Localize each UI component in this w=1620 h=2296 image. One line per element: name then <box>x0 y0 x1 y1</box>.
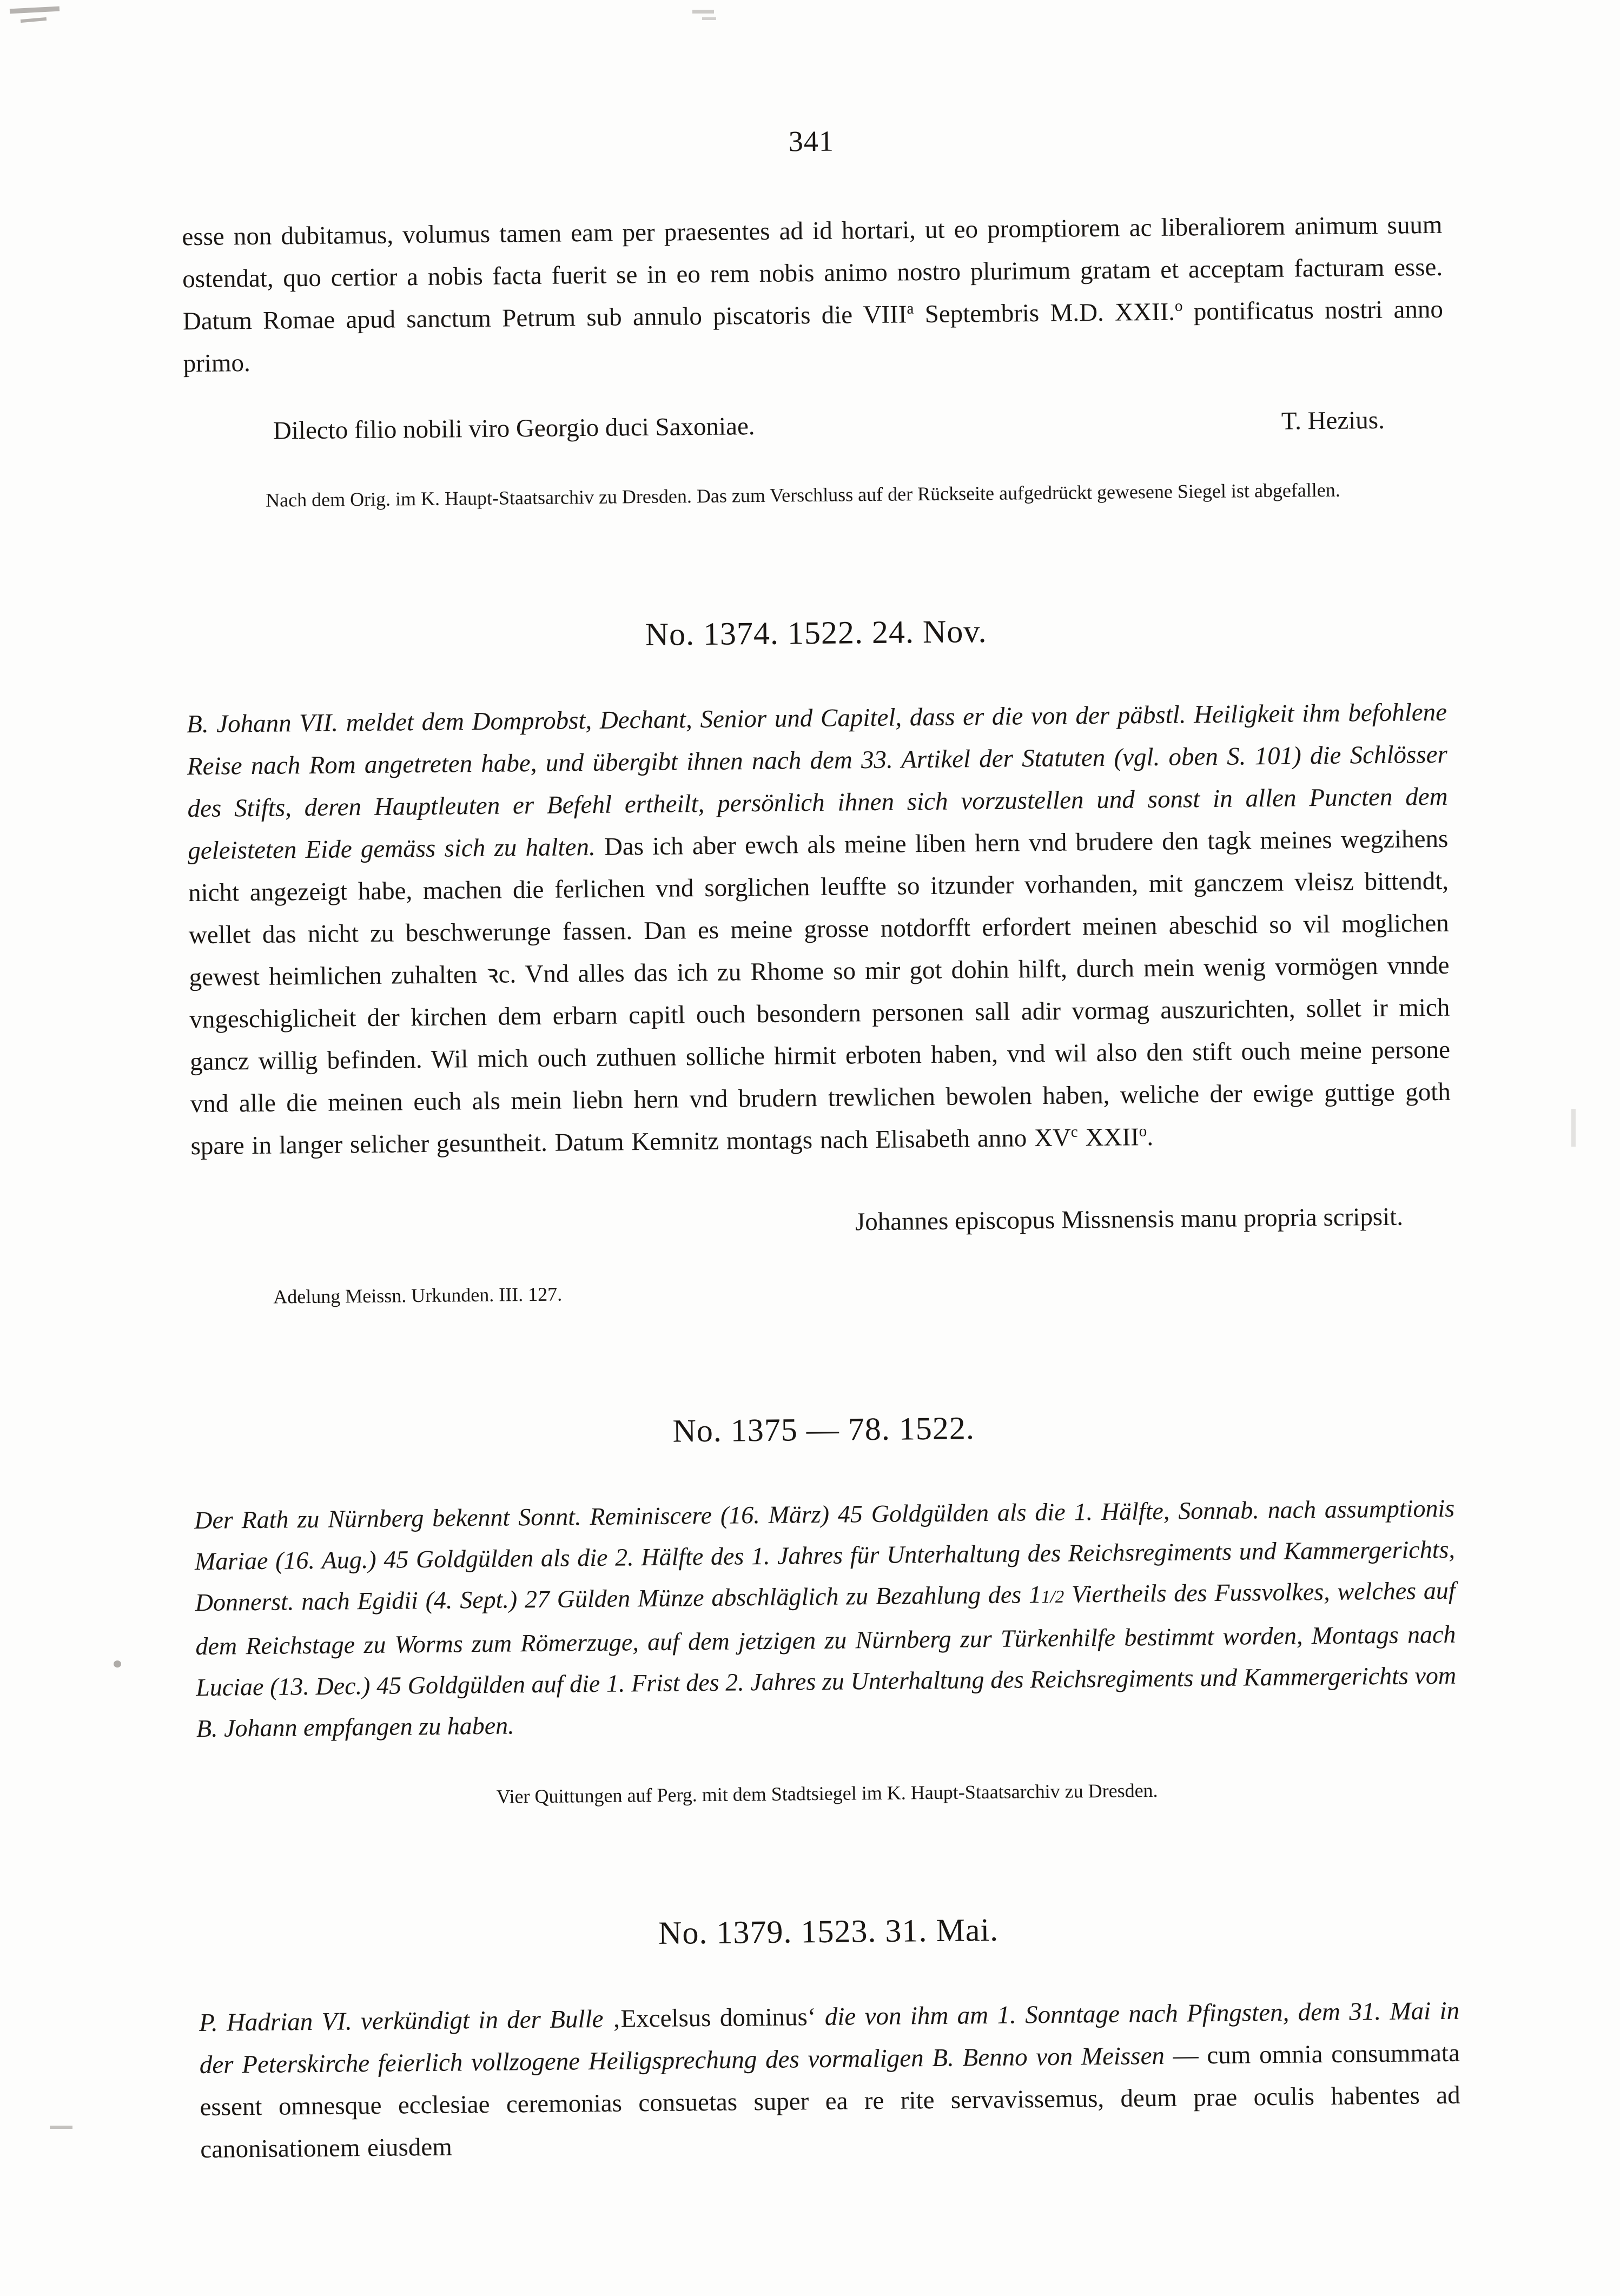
doc-1379-dash: — <box>1164 2041 1207 2070</box>
doc-heading-1375-78: No. 1375 — 78. 1522. <box>672 1410 975 1449</box>
superscript-a: a <box>907 300 914 317</box>
doc-1374-body-cont: XXII <box>1077 1123 1140 1152</box>
doc-1374-paragraph <box>187 691 1451 1167</box>
superscript-o: o <box>1174 297 1183 315</box>
doc-1375-78-regest-part2: Viertheils des Fussvolkes, welches auf dem Reichstage zu Worms zum Römerzuge, auf dem jetzigen zu Nürnberg zur Türkenhilfe bestimmt worden, Montags nach Luciae (13. Dec.) 45 Goldgülden auf die 1. Frist des 2. Jahres zu Unterhaltung des Reichsregiments und Kammergerichts vom B. Johann empfangen zu haben. <box>195 1576 1457 1743</box>
letter-continuation-text-cont: Septembris M.D. XXII. <box>914 297 1175 329</box>
doc-1374-superscript-o: o <box>1139 1122 1147 1140</box>
doc-1374-regest: B. Johann VII. meldet dem Domprobst, Dechant, Senior und Capitel, dass er die von der päbstl. Heiligkeit ihm befohlene Reise nach Rom angetreten habe, und übergibt ihnen nach dem 33. Artikel der Statuten (vgl. oben S. 101) die Schlösser des Stifts, deren Hauptleuten er Befehl ertheilt, persönlich ihnen sich vorzustellen und sonst in allen Puncten dem geleisteten Eide gemäss sich zu halten. <box>186 698 1448 865</box>
address-and-signature-row <box>184 401 1445 451</box>
doc-1379-regest-part1: P. Hadrian VI. verkündigt in der Bulle <box>199 2004 613 2037</box>
address-line: Dilecto filio nobili viro Georgio duci Saxoniae. <box>273 412 755 445</box>
doc-1375-78-fraction: 1/2 <box>1041 1586 1064 1607</box>
doc-1374-source-note: Adelung Meissn. Urkunden. III. 127. <box>273 1283 563 1308</box>
doc-heading-1374: No. 1374. 1522. 24. Nov. <box>645 613 987 653</box>
doc-1379-bulle-title: ‚Excelsus dominus‘ <box>612 2003 816 2033</box>
doc-1379-paragraph <box>199 1990 1461 2171</box>
scan-artifact-left-margin <box>114 1660 121 1668</box>
scan-artifact-right-edge <box>1571 1109 1576 1147</box>
doc-1374-scribe-note: Johannes episcopus Missnensis manu propria scripsit. <box>855 1202 1404 1236</box>
signature-hezius: T. Hezius. <box>1281 406 1385 435</box>
doc-1374-superscript-c: c <box>1070 1123 1078 1141</box>
doc-1379-regest-part2: die von ihm am 1. Sonntage nach Pfingsten, dem 31. Mai in der Peterskirche feierlich vollzogene Heiligsprechung des vormaligen B. Benno von Meissen <box>199 1996 1460 2080</box>
doc-1375-78-source-note: Vier Quittungen auf Perg. mit dem Stadtsiegel im K. Haupt-Staatsarchiv zu Dresden. <box>496 1779 1158 1808</box>
letter-continuation-text: esse non dubitamus, volumus tamen eam per praesentes ad id hortari, ut eo promptiorem ac liberaliorem animum suum ostendat, quo certior a nobis facta fuerit se in eo rem nobis animo nostro plurimum gratam et acceptam facturam esse. Datum Romae apud sanctum Petrum sub annulo piscatoris die VIII <box>182 210 1443 336</box>
doc-1374-body-end: . <box>1147 1123 1154 1152</box>
doc-heading-1379: No. 1379. 1523. 31. Mai. <box>658 1911 999 1951</box>
page-content <box>180 0 1460 2171</box>
doc-1374-body: Das ich aber ewch als meine liben hern vnd brudere den tagk meines wegzihens nicht angezeigt habe, machen die ferlichen vnd sorglichen leuffte so itzunder vorhanden, mit ganczem vleisz bittendt, wellet das nicht zu beschwerunge fassen. Dan es meine grosse notdorfft erfordert meinen abeschid so vil moglichen gewest heimlichen zuhalten ꝛc. Vnd alles das ich zu Rhome so mir got dohin hilft, durch mein wenig vormögen vnnde vngeschiglicheit der kirchen dem erbarn capitl ouch besondern personen sall adir vormag auszurichten, sollet ir mich gancz willig befinden. Wil mich ouch zuthuen solliche hirmit erboten haben, vnd wil also den stift ouch meine persone vnd alle die meinen euch als mein liebn hern vnd brudern trewlichen bewolen haben, weliche der ewige guttige goth spare in langer selicher gesuntheit. Datum Kemnitz montags nach Elisabeth anno XV <box>188 824 1451 1161</box>
doc-1379-body: cum omnia consummata essent omnesque ecclesiae ceremonias consuetas super ea re rite servavissemus, deum prae oculis habentes ad canonisationem eiusdem <box>200 2039 1460 2164</box>
letter-source-note: Nach dem Orig. im K. Haupt-Staatsarchiv zu Dresden. Das zum Verschluss auf der Rückseite aufgedrückt gewesene Siegel ist abgefallen. <box>265 479 1340 511</box>
doc-1375-78-regest <box>194 1488 1457 1749</box>
page-number: 341 <box>788 124 835 158</box>
scan-artifact-bottom-left <box>50 2126 72 2129</box>
doc-1375-78-regest-part1: Der Rath zu Nürnberg bekennt Sonnt. Reminiscere (16. März) 45 Goldgülden als die 1. Hälfte, Sonnab. nach assumptionis Mariae (16. Aug.) 45 Goldgülden als die 2. Hälfte des 1. Jahres für Unterhaltung des Reichsregiments und Kammergerichts, Donnerst. nach Egidii (4. Sept.) 27 Gülden Münze abschläglich zu Bezahlung des 1 <box>194 1494 1456 1617</box>
letter-continuation-text-end: pontificatus nostri anno primo. <box>183 295 1444 378</box>
letter-continuation-paragraph <box>182 204 1444 385</box>
